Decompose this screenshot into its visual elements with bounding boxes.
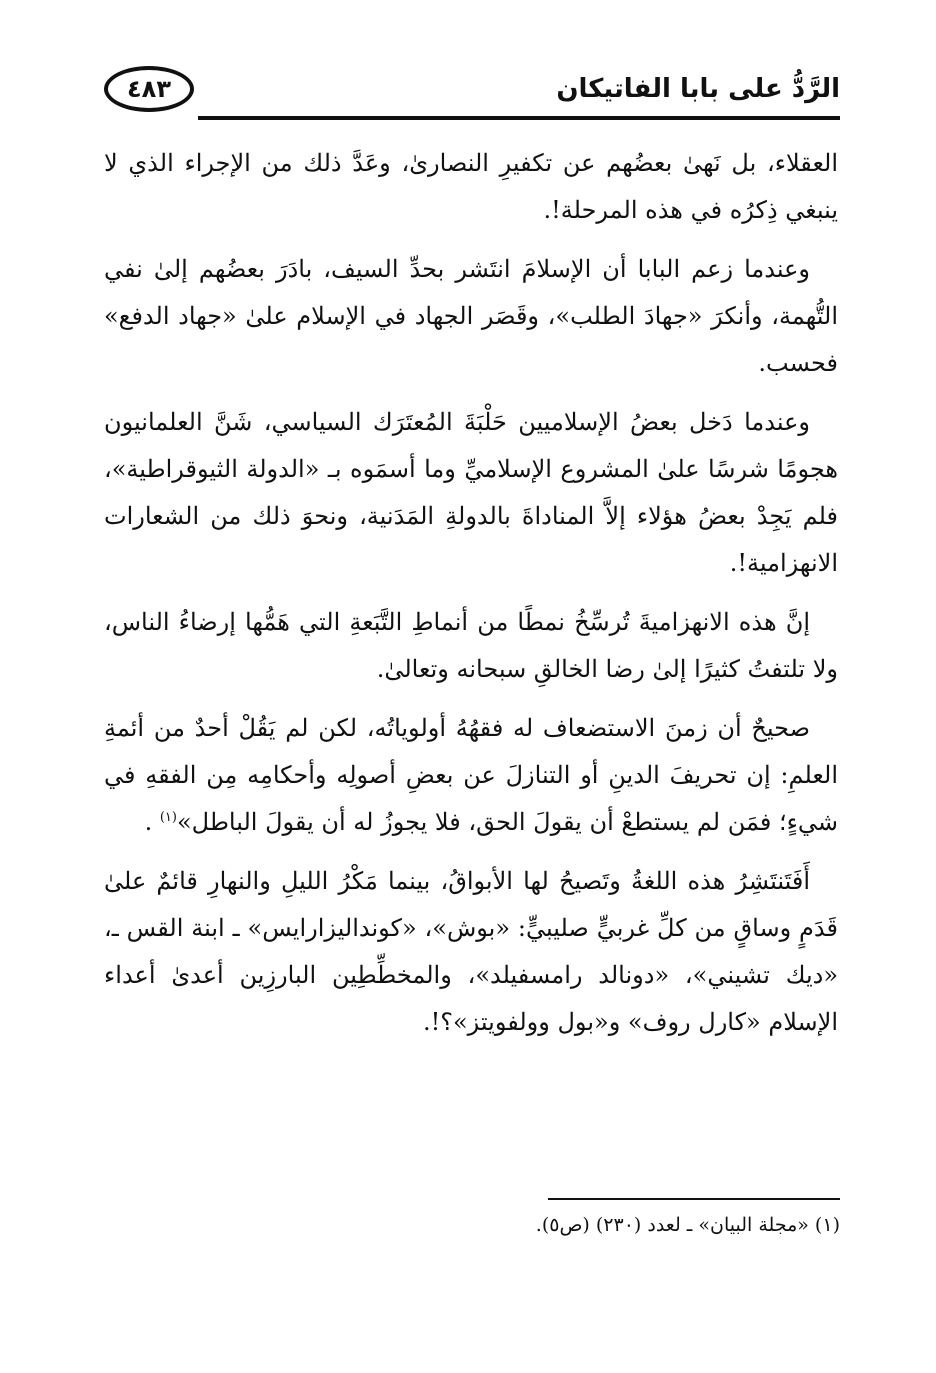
page-number-badge: ٤٨٣ [104,66,194,112]
paragraph-5 [104,705,838,846]
paragraph-5-end: . [144,808,160,836]
footnote: (١) «مجلة البيان» ـ لعدد (٢٣٠) (ص٥). [535,1214,840,1236]
footnote-ref: (١) [159,810,177,825]
paragraph-3: وعندما دَخل بعضُ الإسلاميين حَلْبَةَ المُعتَرَك السياسي، شَنَّ العلمانيون هجومًا شرسًا علىٰ المشروع الإسلاميِّ وما أسمَوه بـ «الدولة الثيوقراطية»، فلم يَجِدْ بعضُ هؤلاء إلاَّ المناداةَ بالدولةِ المَدَنية، ونحوَ ذلك من الشعارات الانهزامية!. [104,408,838,577]
paragraph-6: أَفَتَنتَشِرُ هذه اللغةُ وتَصيحُ لها الأبواقُ، بينما مَكْرُ الليلِ والنهارِ قائمٌ علىٰ قَدَمٍ وساقٍ من كلِّ غربيٍّ صليبيٍّ: «بوش»، «كونداليزارايس» ـ ابنة القس ـ، «ديك تشيني»، «دونالد رامسفيلد»، والمخطِّطِين البارزِين أعدىٰ أعداء الإسلام «كارل روف» و«بول وولفويتز»؟!. [104,867,838,1036]
book-title: الرَّدُّ على بابا الفاتيكان [556,74,840,104]
page-header [100,62,840,124]
paragraph-4: إنَّ هذه الانهزاميةَ تُرسِّخُ نمطًا من أنماطِ التَّبَعةِ التي هَمُّها إرضاءُ الناس، ولا تلتفتُ كثيرًا إلىٰ رضا الخالقِ سبحانه وتعالىٰ. [104,608,838,683]
paragraph-5-text: صحيحٌ أن زمنَ الاستضعاف له فقهُهُ أولوياتُه، لكن لم يَقُلْ أحدٌ من أئمةِ العلمِ: إن تحريفَ الدينِ أو التنازلَ عن بعضِ أصولِه وأحكامِه مِن الفقهِ في شيءٍ؛ فمَن لم يستطعْ أن يقولَ الحق، فلا يجوزُ له أن يقولَ الباطل» [104,714,838,836]
paragraph-1: العقلاء، بل نَهىٰ بعضُهم عن تكفيرِ النصارىٰ، وعَدَّ ذلك من الإجراء الذي لا ينبغي ذِكرُه في هذه المرحلة!. [104,149,838,224]
header-rule [198,116,840,120]
paragraph-2: وعندما زعم البابا أن الإسلامَ انتَشر بحدِّ السيف، بادَرَ بعضُهم إلىٰ نفي التُّهمة، وأنكرَ «جهادَ الطلب»، وقَصَر الجهاد في الإسلام علىٰ «جهاد الدفع» فحسب. [104,255,838,377]
page-body [104,140,838,1058]
footnote-rule [548,1198,840,1200]
